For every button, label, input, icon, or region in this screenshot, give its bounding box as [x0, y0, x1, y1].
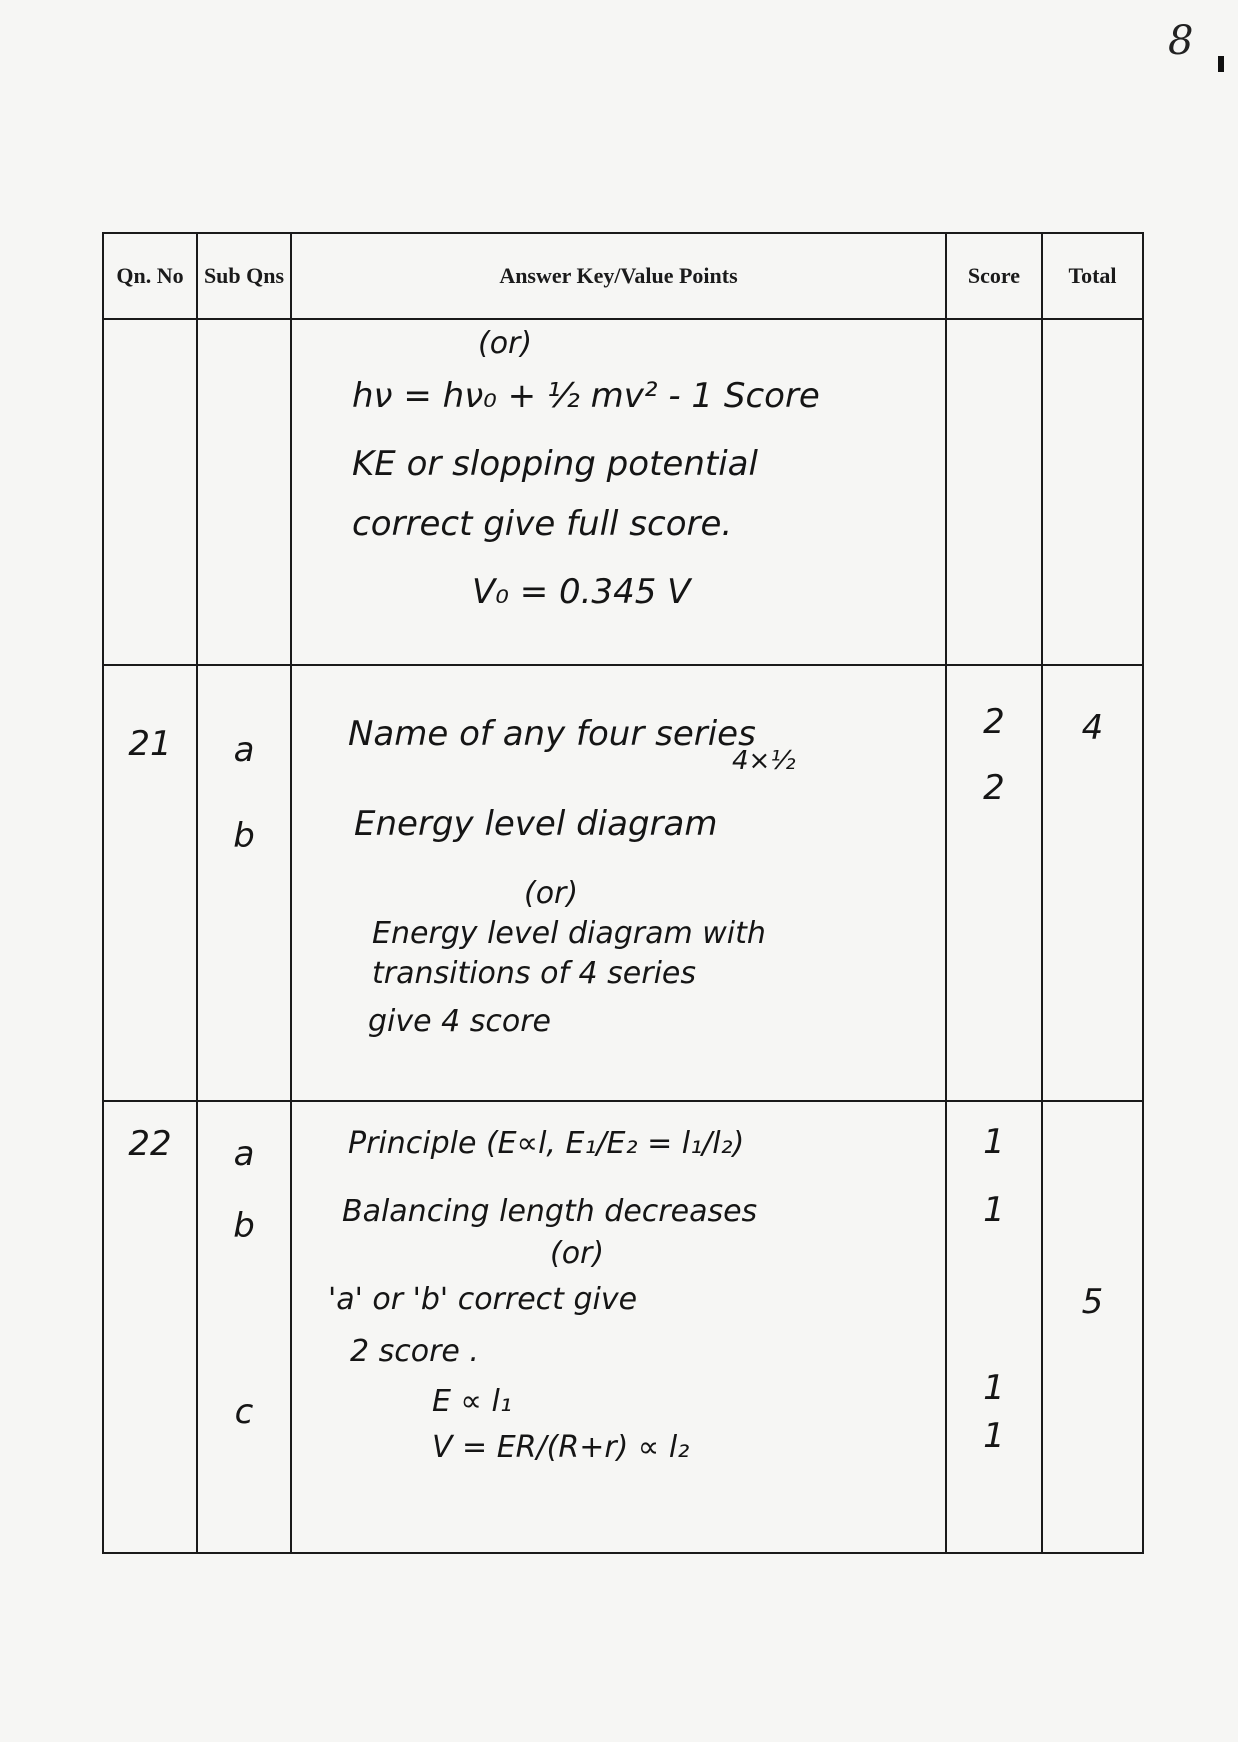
answer-line: Principle (E∝l, E₁/E₂ = l₁/l₂) [348, 1126, 745, 1161]
score-value: 2 [983, 768, 1005, 808]
cell-qn [103, 1101, 197, 1553]
table-row-q22 [103, 1101, 1143, 1553]
cell-total [1042, 319, 1143, 665]
header-sub: Sub Qns [197, 233, 291, 319]
answer-line: Name of any four series [348, 714, 756, 754]
cell-sub [197, 1101, 291, 1553]
cell-qn [103, 665, 197, 1101]
score-value: 1 [983, 1122, 1005, 1162]
cell-answer [291, 319, 946, 665]
cell-answer [291, 1101, 946, 1553]
header-row [103, 233, 1143, 319]
cell-score [946, 665, 1042, 1101]
cell-sub [197, 665, 291, 1101]
or-label: (or) [550, 1236, 605, 1271]
cell-score [946, 1101, 1042, 1553]
answer-line: E ∝ l₁ [432, 1384, 512, 1419]
answer-line: KE or slopping potential [352, 444, 758, 484]
cell-score [946, 319, 1042, 665]
answer-key-table [102, 232, 1144, 1554]
score-value: 2 [983, 702, 1005, 742]
tick-mark [1218, 56, 1224, 72]
answer-line: give 4 score [368, 1004, 552, 1039]
mark-note: 4×½ [732, 746, 796, 776]
sub-question: a [233, 730, 255, 770]
sub-question: b [233, 816, 255, 856]
answer-line: Energy level diagram [354, 804, 718, 844]
answer-line: 2 score . [350, 1334, 479, 1369]
answer-line: 'a' or 'b' correct give [328, 1282, 638, 1317]
header-answer: Answer Key/Value Points [291, 233, 946, 319]
answer-line: correct give full score. [352, 504, 733, 544]
header-score: Score [946, 233, 1042, 319]
table-row-continuation [103, 319, 1143, 665]
answer-line: Balancing length decreases [342, 1194, 758, 1229]
score-value: 1 [983, 1416, 1005, 1456]
or-label: (or) [478, 326, 533, 361]
or-label: (or) [524, 876, 579, 911]
question-number: 22 [128, 1124, 172, 1164]
score-value: 1 [983, 1368, 1005, 1408]
table-row-q21 [103, 665, 1143, 1101]
answer-line: V₀ = 0.345 V [472, 572, 691, 612]
cell-total [1042, 665, 1143, 1101]
sub-question: a [233, 1134, 255, 1174]
header-qn: Qn. No [103, 233, 197, 319]
cell-total [1042, 1101, 1143, 1553]
sub-question: b [233, 1206, 255, 1246]
question-number: 21 [128, 724, 172, 764]
answer-line: transitions of 4 series [372, 956, 697, 991]
total-value: 4 [1081, 708, 1104, 748]
answer-line: V = ER/(R+r) ∝ l₂ [432, 1430, 690, 1465]
total-value: 5 [1081, 1282, 1104, 1322]
page-number: 8 [1168, 18, 1194, 64]
score-value: 1 [983, 1190, 1005, 1230]
cell-qn [103, 319, 197, 665]
header-total: Total [1042, 233, 1143, 319]
cell-answer [291, 665, 946, 1101]
answer-line: Energy level diagram with [372, 916, 766, 951]
sub-question: c [234, 1392, 254, 1432]
photoelectric-equation: hν = hν₀ + ½ mv² - 1 Score [352, 376, 820, 416]
cell-sub [197, 319, 291, 665]
